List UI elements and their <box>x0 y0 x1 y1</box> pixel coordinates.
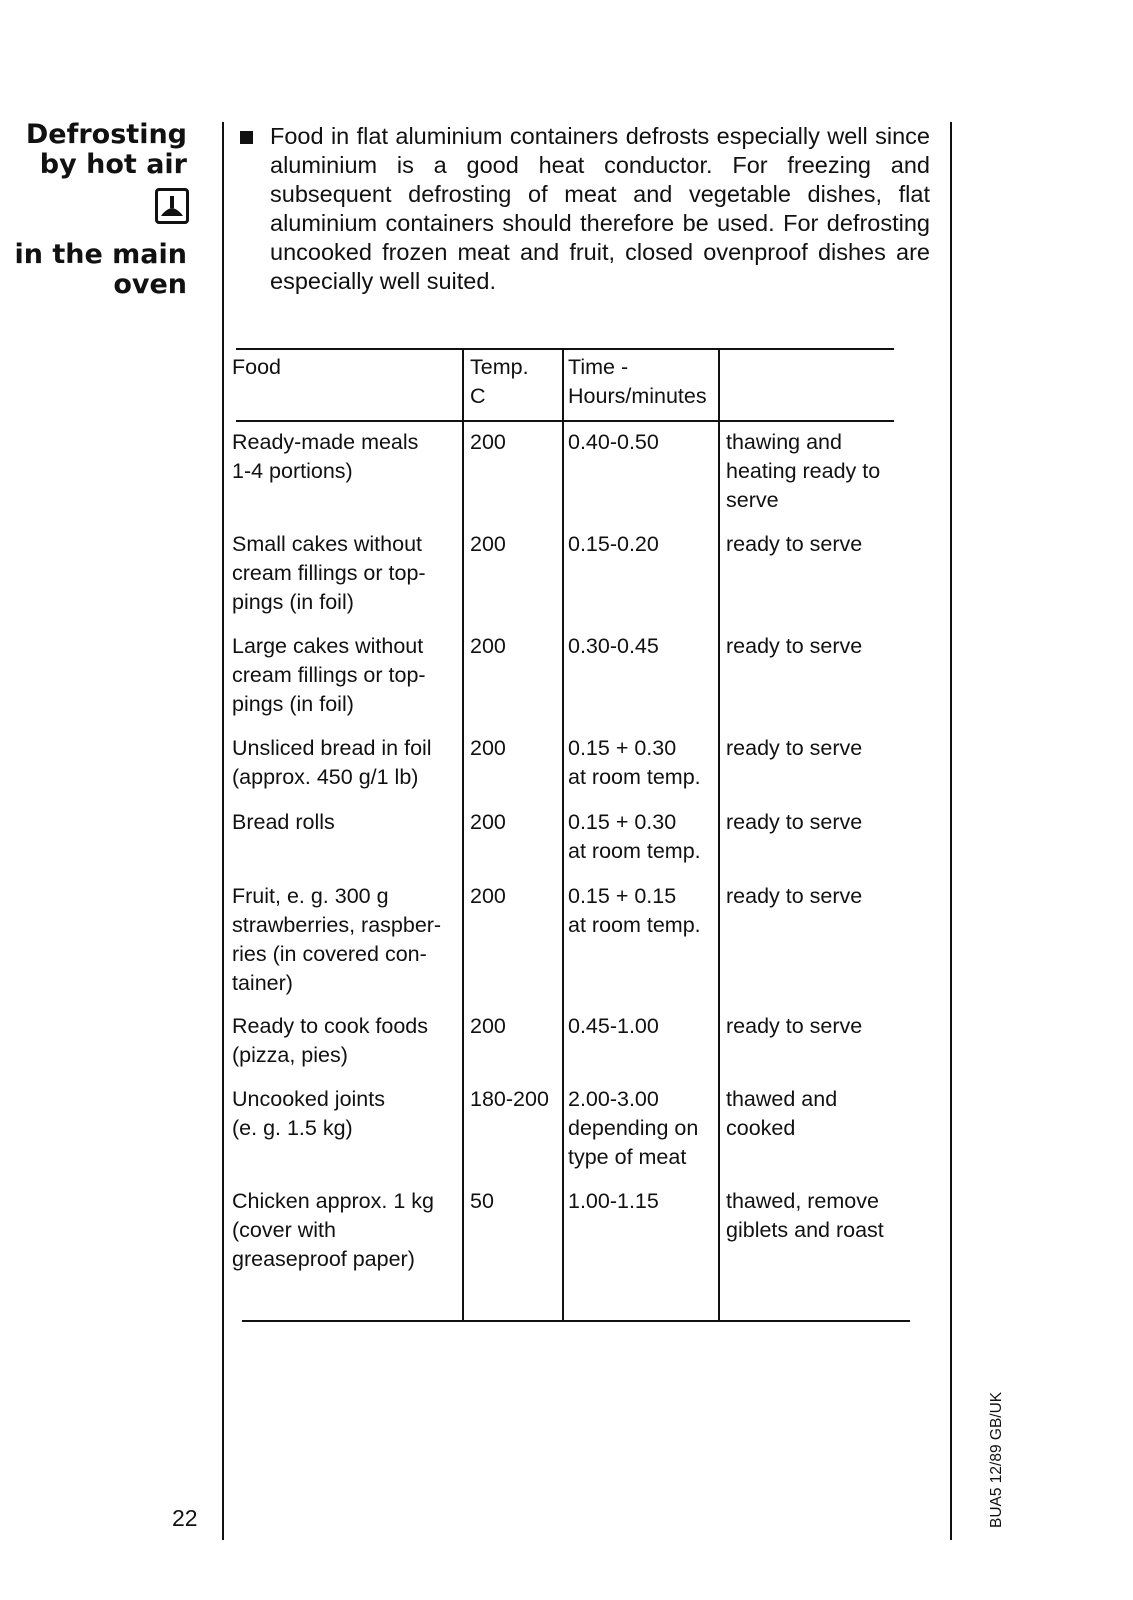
left-margin-rule <box>222 122 224 1540</box>
cell-line: 1-4 portions) <box>232 459 353 483</box>
section-title-line: by hot air <box>39 149 187 180</box>
table-cell-note <box>726 808 862 837</box>
cell-line: at room temp. <box>568 839 701 863</box>
table-cell-temp: 200 <box>470 430 506 454</box>
cell-line: ready to serve <box>726 634 863 658</box>
table-cell-note <box>726 1085 837 1143</box>
intro-text: Food in flat aluminium containers defrosts especially well since aluminium is a good heat conductor. For freezing and subsequent defrosting of meat and vegetable dishes, flat aluminium containers should therefore be used. For defrosting uncooked frozen meat and fruit, closed ovenproof dishes are especially well suited. <box>270 123 930 294</box>
column-separator <box>462 348 464 1320</box>
header-temp-unit: C <box>470 384 486 408</box>
header-time-label: Time - <box>568 355 629 379</box>
header-time <box>568 353 707 411</box>
page-number: 22 <box>172 1505 198 1531</box>
cell-line: strawberries, raspber- <box>232 913 442 937</box>
table-cell-note <box>726 1012 862 1041</box>
header-rule <box>236 420 894 422</box>
section-title-line: oven <box>113 269 187 300</box>
section-title-line: Defrosting <box>25 119 187 150</box>
table-cell-temp: 200 <box>470 736 506 760</box>
header-food: Food <box>232 355 282 379</box>
header-temp <box>470 353 529 411</box>
cell-line: 0.45-1.00 <box>568 1014 659 1038</box>
cell-line: 0.15 + 0.30 <box>568 810 677 834</box>
cell-line: Small cakes without <box>232 532 422 556</box>
cell-line: Bread rolls <box>232 810 335 834</box>
cell-line: Fruit, e. g. 300 g <box>232 884 389 908</box>
cell-line: giblets and roast <box>726 1218 884 1242</box>
table-cell-food <box>232 1012 428 1070</box>
section-subtitle <box>7 240 187 300</box>
cell-line: ries (in covered con- <box>232 942 427 966</box>
cell-line: Ready to cook foods <box>232 1014 429 1038</box>
cell-line: 0.15-0.20 <box>568 532 659 556</box>
cell-line: heating ready to <box>726 459 881 483</box>
cell-line: depending on <box>568 1116 699 1140</box>
table-cell-time <box>568 1085 698 1172</box>
table-cell-note <box>726 530 862 559</box>
table-cell-food <box>232 882 441 998</box>
table-cell-time <box>568 734 701 792</box>
cell-line: Large cakes without <box>232 634 424 658</box>
cell-line: ready to serve <box>726 884 863 908</box>
section-title-line: in the main <box>14 239 187 270</box>
table-cell-time <box>568 882 701 940</box>
bullet-icon <box>240 131 253 144</box>
cell-line: serve <box>726 488 779 512</box>
cell-line: Chicken approx. 1 kg <box>232 1189 434 1213</box>
column-separator <box>718 348 720 1320</box>
cell-line: ready to serve <box>726 736 863 760</box>
table-cell-note <box>726 428 880 515</box>
table-cell-note <box>726 632 862 661</box>
table-cell-temp: 200 <box>470 884 506 908</box>
cell-line: type of meat <box>568 1145 687 1169</box>
cell-line: at room temp. <box>568 765 701 789</box>
right-margin-rule <box>950 122 952 1540</box>
table-cell-food <box>232 530 426 617</box>
hot-air-fan-icon <box>155 188 189 224</box>
cell-line: 0.15 + 0.30 <box>568 736 677 760</box>
table-cell-temp: 200 <box>470 634 506 658</box>
cell-line: 2.00-3.00 <box>568 1087 659 1111</box>
header-temp-label: Temp. <box>470 355 529 379</box>
cell-line: Ready-made meals <box>232 430 419 454</box>
table-cell-temp: 200 <box>470 810 506 834</box>
cell-line: ready to serve <box>726 532 863 556</box>
cell-line: ready to serve <box>726 810 863 834</box>
cell-line: (pizza, pies) <box>232 1043 348 1067</box>
cell-line: thawed, remove <box>726 1189 879 1213</box>
table-cell-temp: 200 <box>470 532 506 556</box>
table-cell-temp: 50 <box>470 1189 494 1213</box>
cell-line: ready to serve <box>726 1014 863 1038</box>
cell-line: 1.00-1.15 <box>568 1189 659 1213</box>
table-cell-food <box>232 1187 434 1274</box>
cell-line: greaseproof paper) <box>232 1247 415 1271</box>
cell-line: (cover with <box>232 1218 336 1242</box>
table-cell-temp: 180-200 <box>470 1087 549 1111</box>
column-separator <box>562 348 564 1320</box>
table-cell-time <box>568 428 659 457</box>
header-time-unit: Hours/minutes <box>568 384 707 408</box>
cell-line: at room temp. <box>568 913 701 937</box>
section-title <box>7 120 187 180</box>
table-cell-food <box>232 1085 385 1143</box>
cell-line: 0.30-0.45 <box>568 634 659 658</box>
cell-line: (approx. 450 g/1 lb) <box>232 765 419 789</box>
table-cell-note <box>726 882 862 911</box>
cell-line: thawed and <box>726 1087 838 1111</box>
cell-line: Uncooked joints <box>232 1087 385 1111</box>
cell-line: 0.40-0.50 <box>568 430 659 454</box>
cell-line: thawing and <box>726 430 842 454</box>
cell-line: (e. g. 1.5 kg) <box>232 1116 353 1140</box>
cell-line: pings (in foil) <box>232 590 354 614</box>
cell-line: pings (in foil) <box>232 692 354 716</box>
cell-line: cream fillings or top- <box>232 561 426 585</box>
table-cell-note <box>726 1187 884 1245</box>
table-cell-food <box>232 428 418 486</box>
intro-paragraph <box>240 122 930 296</box>
table-cell-food <box>232 632 426 719</box>
table-cell-note <box>726 734 862 763</box>
table-bottom-rule <box>242 1320 910 1322</box>
table-cell-time <box>568 1012 659 1041</box>
document-reference: BUA5 12/89 GB/UK <box>988 1391 1005 1528</box>
cell-line: cream fillings or top- <box>232 663 426 687</box>
cell-line: tainer) <box>232 971 293 995</box>
cell-line: 0.15 + 0.15 <box>568 884 677 908</box>
table-cell-time <box>568 530 659 559</box>
table-cell-time <box>568 632 659 661</box>
cell-line: Unsliced bread in foil <box>232 736 432 760</box>
table-cell-food <box>232 808 335 837</box>
cell-line: cooked <box>726 1116 796 1140</box>
table-cell-time <box>568 1187 659 1216</box>
table-cell-food <box>232 734 432 792</box>
table-top-rule <box>236 348 894 350</box>
table-cell-temp: 200 <box>470 1014 506 1038</box>
table-cell-time <box>568 808 701 866</box>
